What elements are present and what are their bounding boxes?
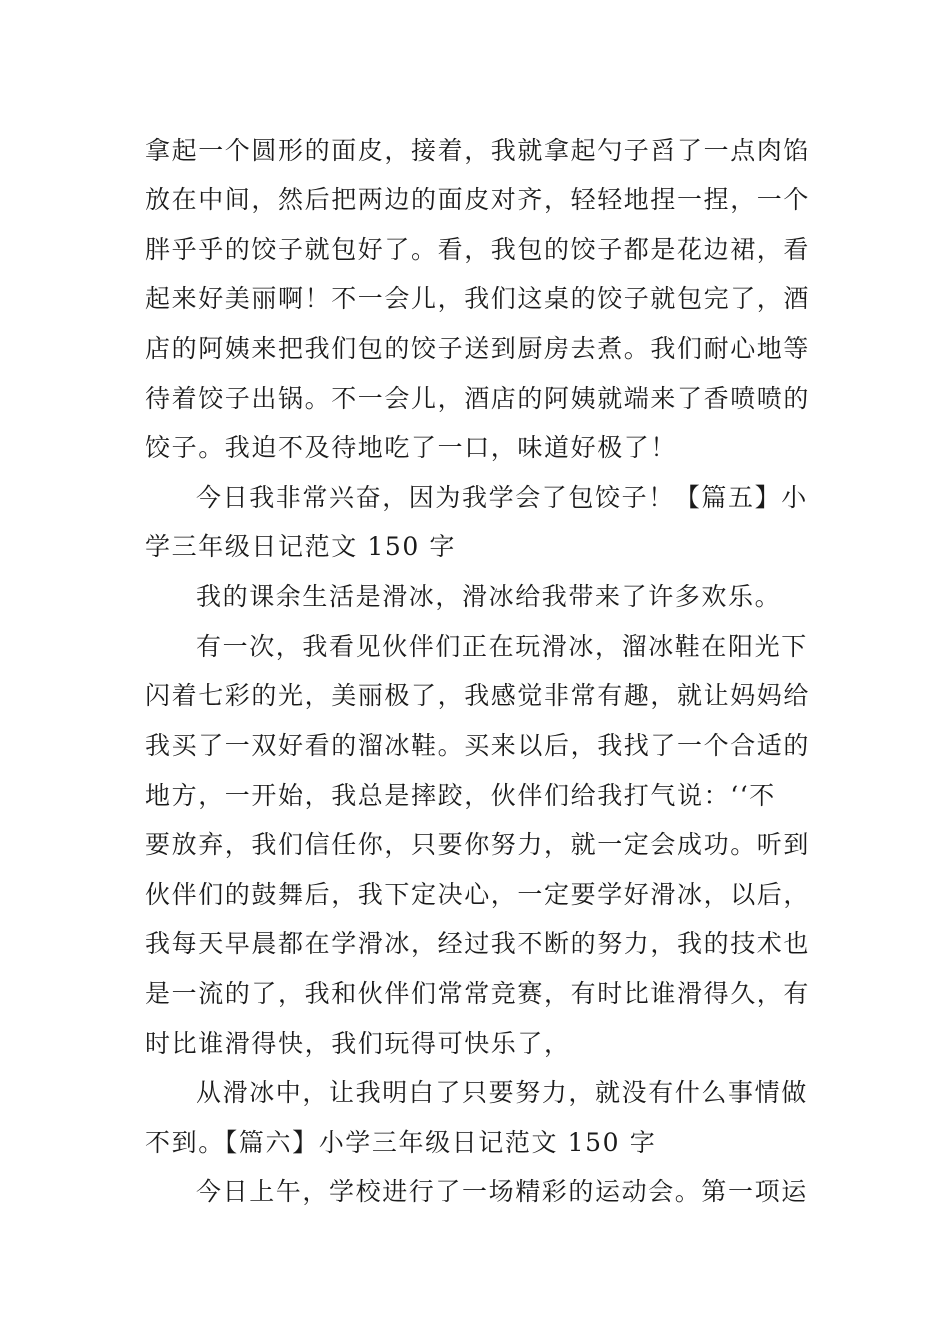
text-line: 我买了一双好看的溜冰鞋。买来以后，我找了一个合适的 bbox=[145, 731, 811, 760]
paragraph-start-line: 从滑冰中，让我明白了只要努力，就没有什么事情做 bbox=[196, 1078, 808, 1107]
text-line: 学三年级日记范文 150 字 bbox=[145, 532, 457, 561]
text-line: 不到。【篇六】小学三年级日记范文 150 字 bbox=[145, 1128, 657, 1157]
text-line: 是一流的了，我和伙伴们常常竞赛，有时比谁滑得久，有 bbox=[145, 979, 811, 1008]
text-line: 拿起一个圆形的面皮，接着，我就拿起勺子舀了一点肉馅 bbox=[145, 136, 811, 165]
text-line: 饺子。我迫不及待地吃了一口，味道好极了！ bbox=[145, 433, 678, 462]
text-line: 伙伴们的鼓舞后，我下定决心，一定要学好滑冰，以后， bbox=[145, 880, 811, 909]
text-line: 待着饺子出锅。不一会儿，酒店的阿姨就端来了香喷喷的 bbox=[145, 384, 811, 413]
paragraph-start-line: 今日上午，学校进行了一场精彩的运动会。第一项运 bbox=[196, 1177, 808, 1206]
paragraph-start-line: 今日我非常兴奋，因为我学会了包饺子！【篇五】小 bbox=[196, 483, 808, 512]
text-line: 我每天早晨都在学滑冰，经过我不断的努力，我的技术也 bbox=[145, 929, 811, 958]
text-line: 胖乎乎的饺子就包好了。看，我包的饺子都是花边裙，看 bbox=[145, 235, 811, 264]
text-line: 地方，一开始，我总是摔跤，伙伴们给我打气说：‘‘不 bbox=[145, 781, 776, 810]
paragraph-start-line: 有一次，我看见伙伴们正在玩滑冰，溜冰鞋在阳光下 bbox=[196, 632, 808, 661]
text-line: 店的阿姨来把我们包的饺子送到厨房去煮。我们耐心地等 bbox=[145, 334, 811, 363]
text-line: 起来好美丽啊！不一会儿，我们这桌的饺子就包完了，酒 bbox=[145, 284, 811, 313]
paragraph-start-line: 我的课余生活是滑冰，滑冰给我带来了许多欢乐。 bbox=[196, 582, 782, 611]
text-line: 放在中间，然后把两边的面皮对齐，轻轻地捏一捏，一个 bbox=[145, 185, 811, 214]
text-line: 要放弃，我们信任你，只要你努力，就一定会成功。听到 bbox=[145, 830, 811, 859]
text-line: 闪着七彩的光，美丽极了，我感觉非常有趣，就让妈妈给 bbox=[145, 681, 811, 710]
text-line: 时比谁滑得快，我们玩得可快乐了， bbox=[145, 1029, 571, 1058]
